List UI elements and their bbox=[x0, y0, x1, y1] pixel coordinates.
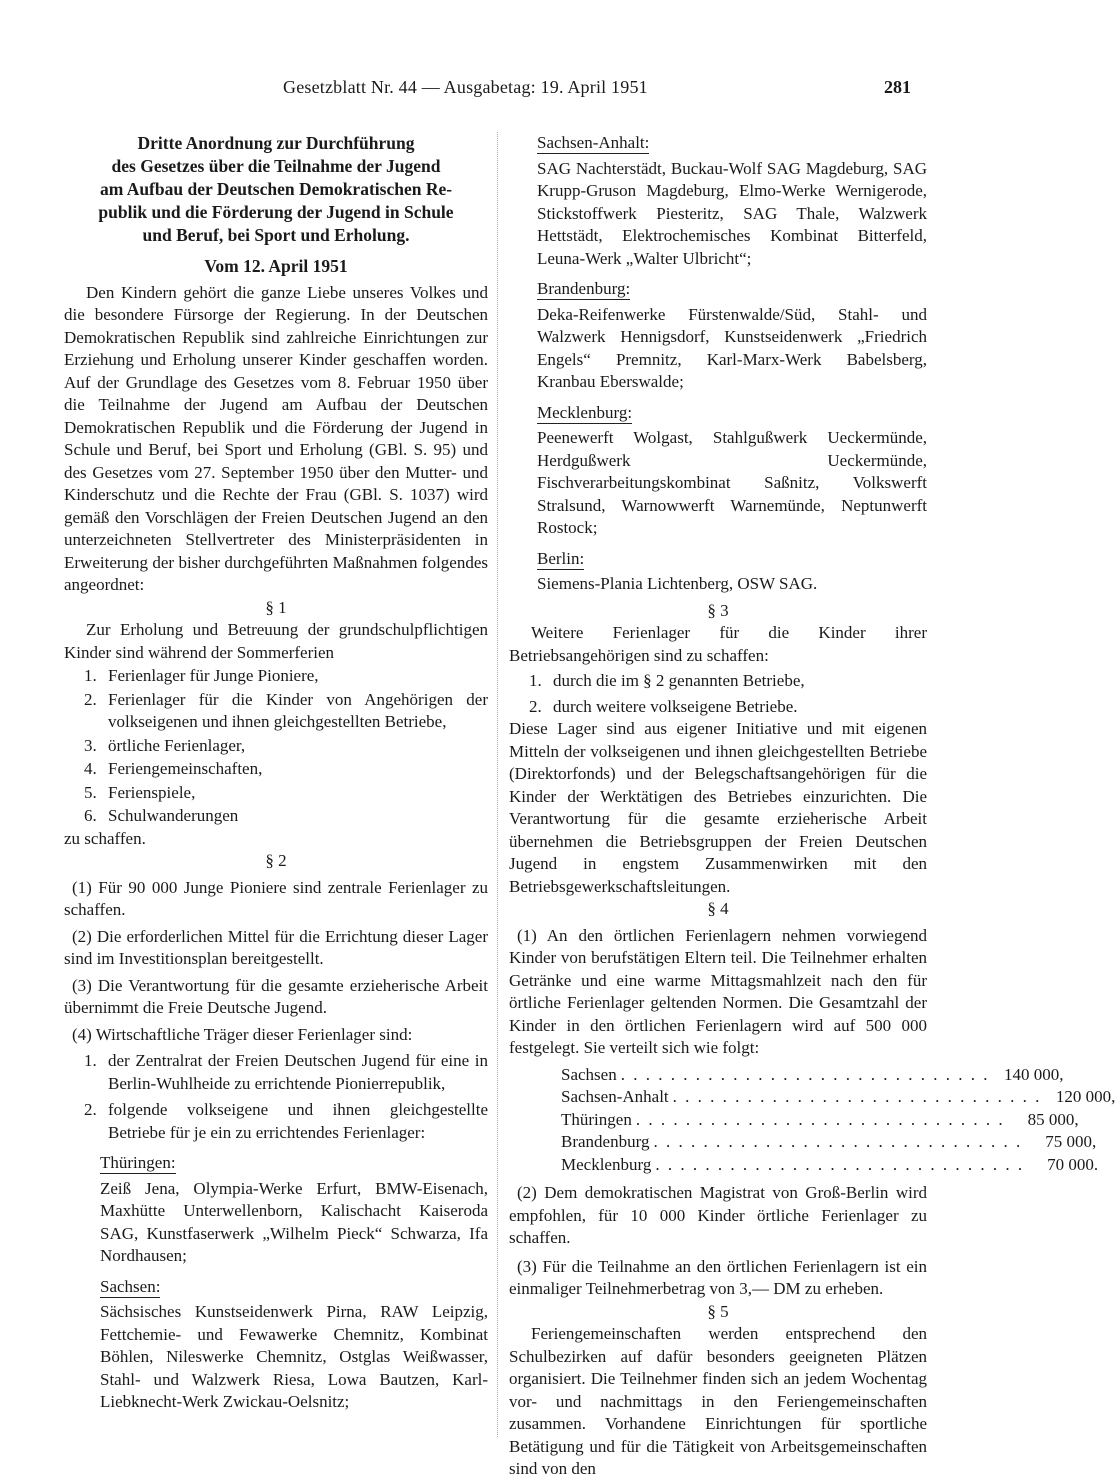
list-item bbox=[84, 1099, 488, 1144]
list-item bbox=[84, 782, 488, 805]
item-number: 2. bbox=[84, 689, 97, 709]
item-text: Ferienlager für Junge Pioniere, bbox=[108, 666, 319, 685]
item-number: 1. bbox=[529, 671, 542, 690]
list-item bbox=[84, 758, 488, 781]
item-text: folgende volkseigene und ihnen gleichgestellte Betriebe für je ein zu errichtendes Ferienlager: bbox=[108, 1100, 488, 1142]
section-1-intro: Zur Erholung und Betreuung der grundschulpflichtigen Kinder sind während der Sommerferien bbox=[64, 620, 488, 662]
preamble: Den Kindern gehört die ganze Liebe unseres Volkes und die besondere Fürsorge der Regierung. In der Deutschen Demokratischen Republik sind zahlreiche Einrichtungen zur Erziehung und Erholung unserer Kinder geschaffen worden. Auf der Grundlage des Gesetzes vom 8. Februar 1950 über die Teilnahme der Jugend am Aufbau der Deutschen Demokratischen Republik und die Förderung der Jugend in Schule und Beruf, bei Sport und Erholung (GBl. S. 95) und des Gesetzes vom 27. September 1950 über den Mutter- und Kinderschutz und die Rechte der Frau (GBl. S. 1037) wird gemäß den Vorschlägen der Freien Deutschen Jugend an den unterzeichneten Stellvertreter des Ministerpräsidenten in Erweiterung der bisher durchgeführten Maßnahmen folgendes angeordnet: bbox=[64, 282, 488, 594]
table-row bbox=[561, 1086, 1115, 1109]
list-item bbox=[84, 689, 488, 734]
region-heading-sachsen-anhalt: Sachsen-Anhalt: bbox=[537, 133, 650, 152]
table-row bbox=[561, 1109, 1079, 1132]
left-column bbox=[64, 132, 488, 1414]
region-heading-mecklenburg: Mecklenburg: bbox=[537, 402, 633, 422]
title-line: am Aufbau der Deutschen Demokratischen Re- bbox=[99, 179, 453, 199]
decree-title bbox=[64, 132, 488, 247]
table-row bbox=[561, 1154, 1099, 1177]
section-2-heading: § 2 bbox=[265, 851, 287, 870]
leader-dots: . . . . . . . . . . . . . . . . . . . . . . . . . . . . . . bbox=[672, 1087, 1042, 1107]
list-item bbox=[84, 805, 488, 828]
list-item bbox=[529, 670, 927, 693]
item-text: örtliche Ferienlager, bbox=[108, 735, 246, 755]
land-value: 120 000, bbox=[1055, 1087, 1115, 1107]
section-2-para: (1) Für 90 000 Junge Pioniere sind zentrale Ferienlager zu schaffen. bbox=[64, 877, 488, 919]
item-number: 6. bbox=[84, 806, 97, 825]
land-value: 70 000. bbox=[1047, 1154, 1099, 1174]
title-line: publik und die Förderung der Jugend in Schule bbox=[98, 202, 454, 222]
section-4-para-2: (2) Dem demokratischen Magistrat von Groß-Berlin wird empfohlen, für 10 000 Kinder örtliche Ferienlager zu schaffen. bbox=[509, 1183, 927, 1248]
land-name: Mecklenburg bbox=[561, 1154, 652, 1174]
region-heading-sachsen: Sachsen: bbox=[100, 1276, 161, 1296]
list-item bbox=[84, 665, 488, 688]
table-row bbox=[561, 1064, 1064, 1087]
leader-dots: . . . . . . . . . . . . . . . . . . . . . . . . . . . . . . bbox=[635, 1109, 1005, 1129]
section-2-para: (4) Wirtschaftliche Träger dieser Ferienlager sind: bbox=[72, 1024, 413, 1044]
section-4-para-1: (1) An den örtlichen Ferienlagern nehmen vorwiegend Kinder von berufstätigen Eltern teil. Die Teilnehmer erhalten Getränke und eine warme Mittagsmahlzeit nach den für örtliche Ferienlager geltenden Normen. Die Gesamtzahl der Kinder in den örtlichen Ferienlagern wird auf 500 000 festgelegt. Sie verteilt sich wie folgt: bbox=[509, 925, 927, 1057]
item-text: der Zentralrat der Freien Deutschen Jugend für eine in Berlin-Wuhlheide zu errichtende Pionierrepublik, bbox=[108, 1051, 488, 1093]
leader-dots: . . . . . . . . . . . . . . . . . . . . . . . . . . . . . . bbox=[653, 1132, 1023, 1152]
land-value: 85 000, bbox=[1027, 1109, 1079, 1129]
section-1-heading: § 1 bbox=[265, 597, 287, 617]
land-name: Sachsen bbox=[561, 1064, 617, 1084]
item-text: durch weitere volkseigene Betriebe. bbox=[553, 696, 798, 716]
land-name: Brandenburg bbox=[561, 1132, 650, 1152]
item-text: Ferienspiele, bbox=[108, 782, 196, 802]
section-3-text: Diese Lager sind aus eigener Initiative und mit eigenen Mitteln der volkseigenen und ihnen gleichgestellten Betriebe (Direktorfonds) und der Belegschaftsangehörigen für die Kinder der Werktätigen des Betriebes einzurichten. Die Verantwortung für die gesamte erzieherische Arbeit übernehmen die Betriebsgruppen der Freien Deutschen Jugend in engstem Zusammenwirken mit den Betriebsgewerkschaftsleitungen. bbox=[509, 719, 927, 896]
land-name: Thüringen bbox=[561, 1109, 632, 1129]
region-companies-sachsen: Sächsisches Kunstseidenwerk Pirna, RAW Leipzig, Fettchemie- und Fewawerke Chemnitz, Kombinat Böhlen, Nileswerke Chemnitz, Ostglas Weißwasser, Stahl- und Walzwerk Riesa, Lowa Bautzen, Karl-Liebknecht-Werk Zwickau-Oelsnitz; bbox=[100, 1302, 488, 1411]
item-number: 2. bbox=[529, 696, 542, 716]
item-number: 3. bbox=[84, 735, 97, 755]
section-3-intro: Weitere Ferienlager für die Kinder ihrer Betriebsangehörigen sind zu schaffen: bbox=[509, 623, 927, 665]
region-companies-mecklenburg: Peenewerft Wolgast, Stahlgußwerk Ueckermünde, Herdgußwerk Ueckermünde, Fischverarbeitungskombinat Saßnitz, Volkswerft Stralsund, Warnowwerft Warnemünde, Neptunwerft Rostock; bbox=[537, 428, 927, 537]
region-heading-thueringen: Thüringen: bbox=[100, 1153, 176, 1172]
region-companies-thueringen: Zeiß Jena, Olympia-Werke Erfurt, BMW-Eisenach, Maxhütte Unterwellenborn, Kalischacht Kaiseroda SAG, Kunstfaserwerk „Wilhelm Pieck“ Schwarza, Ifa Nordhausen; bbox=[100, 1178, 488, 1265]
decree-date: Vom 12. April 1951 bbox=[204, 256, 348, 276]
item-text: Schulwanderungen bbox=[108, 806, 239, 825]
region-companies-berlin: Siemens-Plania Lichtenberg, OSW SAG. bbox=[537, 574, 818, 593]
right-column bbox=[509, 132, 1115, 1481]
section-1-list bbox=[84, 665, 488, 828]
item-number: 2. bbox=[84, 1100, 97, 1119]
table-row bbox=[561, 1131, 1097, 1154]
leader-dots: . . . . . . . . . . . . . . . . . . . . . . . . . . . . . . bbox=[655, 1154, 1025, 1174]
title-line: Dritte Anordnung zur Durchführung bbox=[137, 133, 415, 153]
title-line: und Beruf, bei Sport und Erholung. bbox=[142, 225, 410, 245]
section-3-list bbox=[529, 670, 927, 718]
item-text: Ferienlager für die Kinder von Angehörigen der volkseigenen und ihnen gleichgestellten Betriebe, bbox=[108, 689, 488, 731]
running-header: Gesetzblatt Nr. 44 — Ausgabetag: 19. April 1951 bbox=[283, 77, 648, 97]
list-item bbox=[84, 1050, 488, 1095]
item-number: 1. bbox=[84, 1051, 97, 1070]
region-companies-brandenburg: Deka-Reifenwerke Fürstenwalde/Süd, Stahl- und Walzwerk Hennigsdorf, Kunstseidenwerk „Friedrich Engels“ Premnitz, Karl-Marx-Werk Babelsberg, Kranbau Eberswalde; bbox=[537, 304, 927, 391]
title-line: des Gesetzes über die Teilnahme der Jugend bbox=[111, 156, 441, 176]
leader-dots: . . . . . . . . . . . . . . . . . . . . . . . . . . . . . . bbox=[620, 1064, 990, 1084]
item-number: 1. bbox=[84, 666, 97, 685]
distribution-table bbox=[561, 1064, 1115, 1177]
land-value: 140 000, bbox=[1003, 1064, 1064, 1084]
region-heading-berlin: Berlin: bbox=[537, 548, 585, 568]
page-number: 281 bbox=[884, 77, 911, 97]
section-1-end: zu schaffen. bbox=[64, 828, 146, 848]
land-name: Sachsen-Anhalt bbox=[561, 1087, 669, 1107]
region-companies-sachsen-anhalt: SAG Nachterstädt, Buckau-Wolf SAG Magdeburg, SAG Krupp-Gruson Magdeburg, Elmo-Werke Wernigerode, Stickstoffwerk Piesteritz, SAG Thale, Walzwerk Hettstädt, Elektrochemisches Kombinat Bitterfeld, Leuna-Werk „Walter Ulbricht“; bbox=[537, 158, 927, 268]
section-4-heading: § 4 bbox=[707, 899, 729, 918]
list-item bbox=[529, 696, 927, 719]
item-text: Feriengemeinschaften, bbox=[108, 759, 263, 778]
region-heading-brandenburg: Brandenburg: bbox=[537, 279, 631, 298]
section-2-list bbox=[84, 1050, 488, 1144]
section-5-text: Feriengemeinschaften werden entsprechend den Schulbezirken auf dafür besonders geeigneten Plätzen organisiert. Die Teilnehmer finden sich an jedem Wochentag vor- und nachmittags in den Feriengemeinschaften zusammen. Vorhandene Einrichtungen für sportliche Betätigung und für die Tätigkeit von Arbeitsgemeinschaften sind von den bbox=[509, 1324, 927, 1479]
column-divider bbox=[497, 132, 498, 1437]
item-text: durch die im § 2 genannten Betriebe, bbox=[553, 671, 805, 690]
section-4-para-3: (3) Für die Teilnahme an den örtlichen Ferienlagern ist ein einmaliger Teilnehmerbetrag von 3,— DM zu erheben. bbox=[509, 1256, 927, 1299]
item-number: 5. bbox=[84, 782, 97, 802]
section-2-para: (2) Die erforderlichen Mittel für die Errichtung dieser Lager sind im Investitionsplan bereitgestellt. bbox=[64, 926, 488, 968]
section-5-heading: § 5 bbox=[707, 1301, 729, 1321]
item-number: 4. bbox=[84, 759, 97, 778]
section-3-heading: § 3 bbox=[707, 600, 729, 620]
land-value: 75 000, bbox=[1045, 1132, 1097, 1152]
list-item bbox=[84, 735, 488, 758]
section-2-para: (3) Die Verantwortung für die gesamte erzieherische Arbeit übernimmt die Freie Deutsche Jugend. bbox=[64, 975, 488, 1017]
